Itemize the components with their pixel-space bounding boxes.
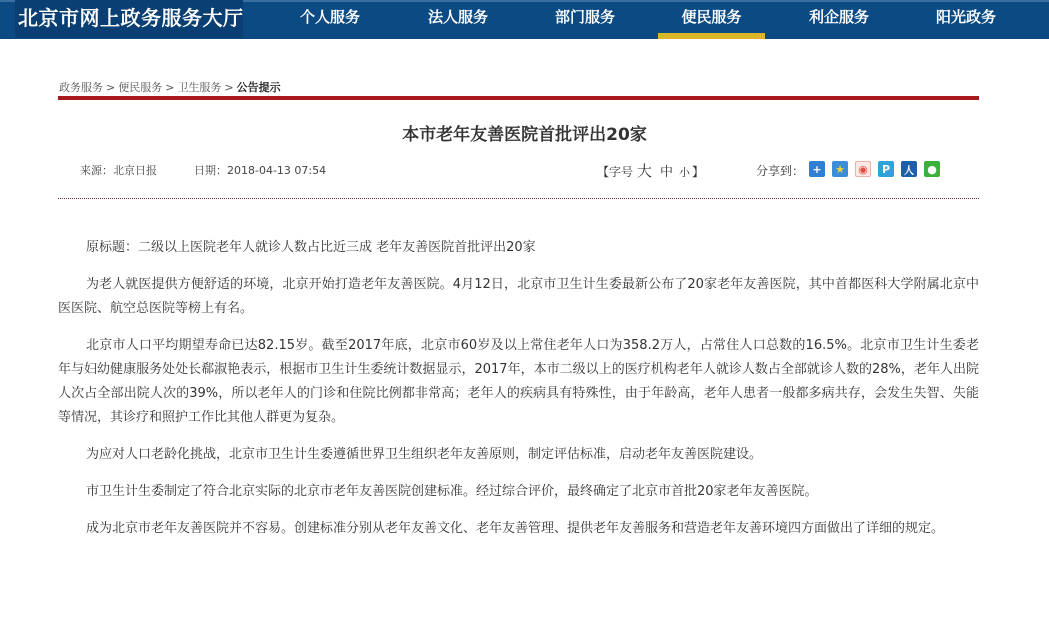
nav-item-label: 利企服务 [808, 8, 869, 26]
date-value: 2018-04-13 07:54 [227, 164, 327, 177]
nav-underline [908, 33, 1024, 39]
breadcrumb-current-notices[interactable]: 公告提示 [236, 81, 281, 94]
site-logo-title[interactable]: 北京市网上政务服务大厅 [15, 0, 243, 38]
qzone-icon[interactable]: ★ [832, 161, 848, 177]
breadcrumb-separator: > [165, 81, 175, 94]
article-body [58, 236, 979, 554]
font-size-label: 【字号 [597, 165, 634, 179]
tencent-weibo-icon[interactable]: P [878, 161, 894, 177]
renren-icon[interactable]: 人 [901, 161, 917, 177]
nav-item-open-government[interactable] [908, 0, 1024, 39]
article-paragraph: 市卫生计生委制定了符合北京实际的北京市老年友善医院创建标准。经过综合评价，最终确定了北京市首批20家老年友善医院。 [86, 484, 818, 499]
article-paragraph: 成为北京市老年友善医院并不容易。创建标准分别从老年友善文化、老年友善管理、提供老年友善服务和营造老年友善环境四方面做出了详细的规定。 [86, 521, 945, 536]
active-tab-underline [658, 33, 765, 39]
breadcrumb-divider [58, 96, 979, 100]
article-date [194, 162, 326, 178]
nav-underline [527, 33, 643, 39]
font-size-bracket: 】 [692, 165, 705, 179]
source-value: 北京日报 [113, 164, 157, 177]
share-icons [809, 161, 940, 177]
wechat-icon[interactable]: ● [924, 161, 940, 177]
font-size-large-button[interactable]: 大 [637, 162, 653, 180]
weibo-icon[interactable]: ◉ [855, 161, 871, 177]
nav-item-legal-services[interactable] [400, 0, 516, 39]
breadcrumb-link-health[interactable]: 卫生服务 [177, 81, 222, 94]
nav-underline [781, 33, 897, 39]
nav-item-convenience-services[interactable] [658, 0, 765, 39]
nav-item-label: 便民服务 [681, 8, 742, 26]
breadcrumb-separator: > [106, 81, 116, 94]
date-label: 日期： [194, 164, 227, 177]
article-title: 本市老年友善医院首批评出20家 [402, 125, 647, 145]
article-source [80, 162, 157, 178]
article-paragraph: 为老人就医提供方便舒适的环境，北京开始打造老年友善医院。4月12日，北京市卫生计生委最新公布了20家老年友善医院，其中首都医科大学附属北京中医医院、航空总医院等榜上有名。 [58, 277, 979, 316]
nav-item-label: 部门服务 [554, 8, 615, 26]
nav-item-business-services[interactable] [781, 0, 897, 39]
nav-item-label: 阳光政务 [935, 8, 996, 26]
breadcrumb-link-gov-services[interactable]: 政务服务 [59, 81, 103, 94]
nav-item-department-services[interactable] [527, 0, 643, 39]
font-size-medium-button[interactable]: 中 [660, 165, 674, 180]
share-label: 分享到： [756, 164, 805, 178]
nav-item-label: 法人服务 [427, 8, 488, 26]
article-paragraph: 原标题：二级以上医院老年人就诊人数占比近三成 老年友善医院首批评出20家 [86, 240, 536, 255]
source-label: 来源： [80, 164, 113, 177]
font-size-control [597, 160, 704, 181]
meta-divider [58, 198, 979, 199]
nav-underline [272, 33, 388, 39]
article-paragraph: 为应对人口老龄化挑战，北京市卫生计生委遵循世界卫生组织老年友善原则，制定评估标准，启动老年友善医院建设。 [86, 447, 763, 462]
article-paragraph: 北京市人口平均期望寿命已达82.15岁。截至2017年底，北京市60岁及以上常住老年人口为358.2万人，占常住人口总数的16.5%。北京市卫生计生委老年与妇幼健康服务处处长郗淑艳表示，根据市卫生计生委统计数据显示，2017年，本市二级以上的医疗机构老年人就诊人数占全部就诊人数的28%，老年人出院人次占全部出院人次的39%，所以老年人的门诊和住院比例都非常高；老年人的疾病具有特殊性，由于年龄高，老年人患者一般都多病共存，会发生失智、失能等情况，其诊疗和照护工作比其他人群更为复杂。 [58, 338, 979, 425]
breadcrumb [59, 79, 281, 95]
breadcrumb-separator: > [224, 81, 234, 94]
share-more-icon[interactable]: + [809, 161, 825, 177]
top-nav-bar [0, 0, 1049, 39]
nav-item-label: 个人服务 [299, 8, 360, 26]
nav-underline [400, 33, 516, 39]
font-size-small-button[interactable]: 小 [679, 166, 691, 179]
nav-item-personal-services[interactable] [272, 0, 388, 39]
breadcrumb-link-convenience[interactable]: 便民服务 [118, 81, 163, 94]
